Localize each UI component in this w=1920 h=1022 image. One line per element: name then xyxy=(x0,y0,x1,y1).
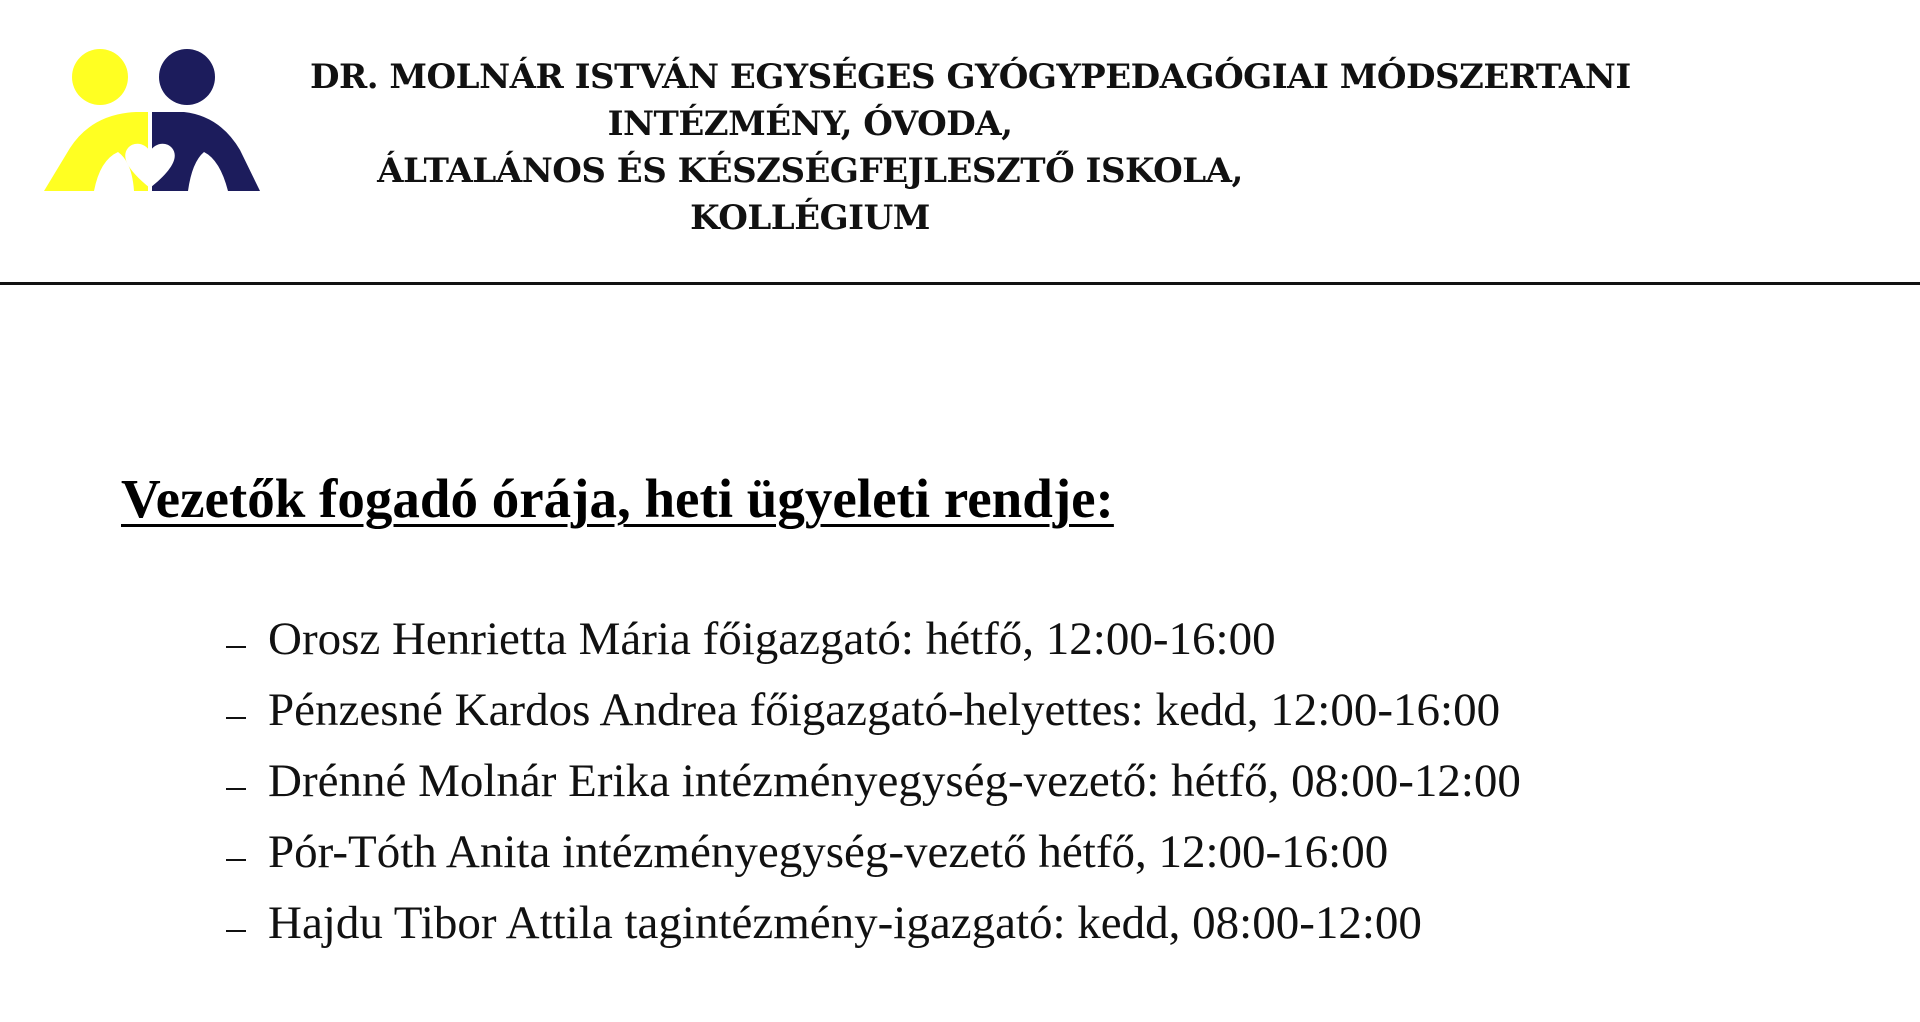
institution-title-line: INTÉZMÉNY, ÓVODA, xyxy=(607,104,1013,144)
schedule-entry: Drénné Molnár Erika intézményegység-vezető: hétfő, 08:00-12:00 xyxy=(268,755,1521,807)
schedule-entry: Pór-Tóth Anita intézményegység-vezető hétfő, 12:00-16:00 xyxy=(268,826,1389,878)
dash-bullet-icon xyxy=(226,788,246,790)
header-divider xyxy=(0,282,1920,285)
dash-bullet-icon xyxy=(226,646,246,648)
list-item xyxy=(226,817,1521,888)
schedule-list xyxy=(226,604,1521,959)
dash-bullet-icon xyxy=(226,717,246,719)
schedule-entry: Pénzesné Kardos Andrea főigazgató-helyettes: kedd, 12:00-16:00 xyxy=(268,684,1501,736)
institution-title xyxy=(310,54,1631,242)
section-heading: Vezetők fogadó órája, heti ügyeleti rendje: xyxy=(121,468,1114,529)
list-item xyxy=(226,888,1521,959)
two-figures-heart-logo-icon xyxy=(44,46,260,196)
list-item xyxy=(226,675,1521,746)
institution-title-line: DR. MOLNÁR ISTVÁN EGYSÉGES GYÓGYPEDAGÓGIAI MÓDSZERTANI xyxy=(310,57,1631,97)
list-item xyxy=(226,746,1521,817)
list-item xyxy=(226,604,1521,675)
dash-bullet-icon xyxy=(226,930,246,932)
schedule-entry: Orosz Henrietta Mária főigazgató: hétfő, 12:00-16:00 xyxy=(268,613,1276,665)
institution-title-line: ÁLTALÁNOS ÉS KÉSZSÉGFEJLESZTŐ ISKOLA, xyxy=(377,151,1243,191)
institution-title-line: KOLLÉGIUM xyxy=(690,198,930,238)
dash-bullet-icon xyxy=(226,859,246,861)
schedule-entry: Hajdu Tibor Attila tagintézmény-igazgató: kedd, 08:00-12:00 xyxy=(268,897,1422,949)
